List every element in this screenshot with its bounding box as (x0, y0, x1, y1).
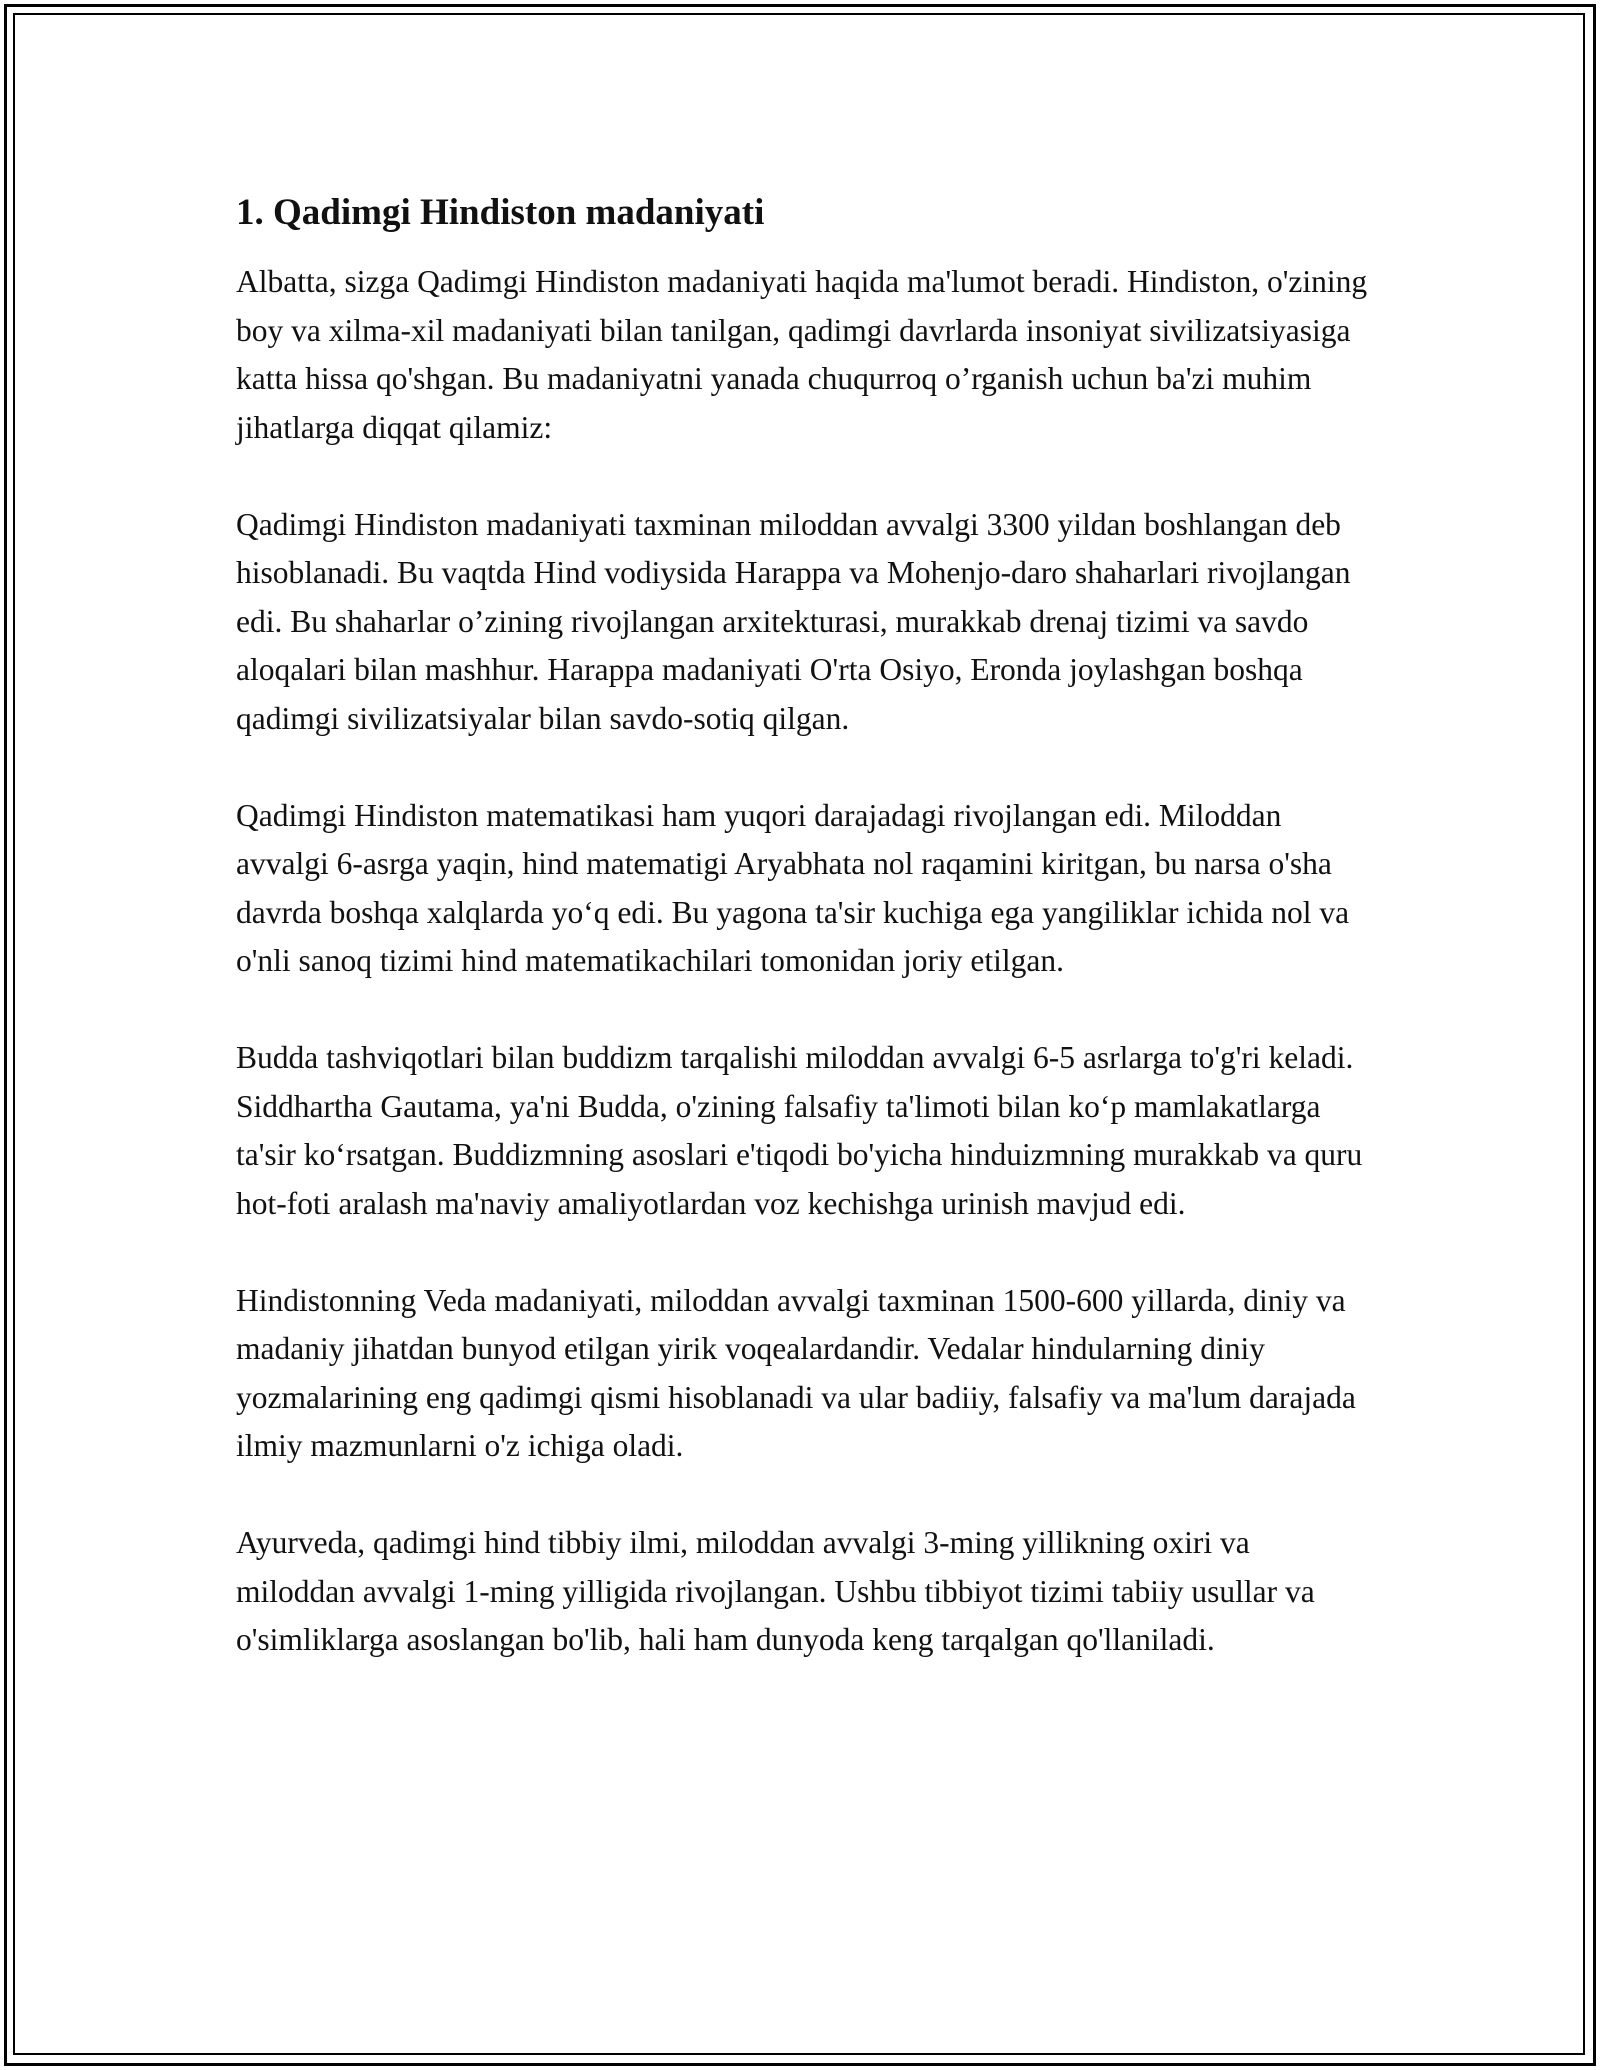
paragraph-harappa: Qadimgi Hindiston madaniyati taxminan miloddan avvalgi 3300 yildan boshlangan deb hisoblanadi. Bu vaqtda Hind vodiysida Harappa va Mohenjo-daro shaharlari rivojlangan edi. Bu shaharlar o’zining rivojlangan arxitekturasi, murakkab drenaj tizimi va savdo aloqalari bilan mashhur. Harappa madaniyati O'rta Osiyo, Eronda joylashgan boshqa qadimgi sivilizatsiyalar bilan savdo-sotiq qilgan. (236, 506, 1351, 736)
paragraph-mathematics: Qadimgi Hindiston matematikasi ham yuqori darajadagi rivojlangan edi. Miloddan avvalgi 6-asrga yaqin, hind matematigi Aryabhata nol raqamini kiritgan, bu narsa o'sha davrda boshqa xalqlarda yoʻq edi. Bu yagona ta'sir kuchiga ega yangiliklar ichida nol va o'nli sanoq tizimi hind matematikachilari tomonidan joriy etilgan. (236, 797, 1350, 978)
paragraph-veda: Hindistonning Veda madaniyati, miloddan avvalgi taxminan 1500-600 yillarda, diniy va madaniy jihatdan bunyod etilgan yirik voqealardandir. Vedalar hindularning diniy yozmalarining eng qadimgi qismi hisoblanadi va ular badiiy, falsafiy va ma'lum darajada ilmiy mazmunlarni o'z ichiga oladi. (236, 1282, 1356, 1463)
document-body (236, 186, 1376, 1713)
paragraph-ayurveda: Ayurveda, qadimgi hind tibbiy ilmi, miloddan avvalgi 3-ming yillikning oxiri va miloddan avvalgi 1-ming yilligida rivojlangan. Ushbu tibbiyot tizimi tabiiy usullar va o'simliklarga asoslangan bo'lib, hali ham dunyoda keng tarqalgan qo'llaniladi. (236, 1525, 1315, 1657)
paragraph-intro: Albatta, sizga Qadimgi Hindiston madaniyati haqida ma'lumot beradi. Hindiston, o'zining boy va xilma-xil madaniyati bilan tanilgan, qadimgi davrlarda insoniyat sivilizatsiyasiga katta hissa qo'shgan. Bu madaniyatni yanada chuqurroq o’rganish uchun ba'zi muhim jihatlarga diqqat qilamiz: (236, 264, 1368, 445)
paragraph-buddhism: Budda tashviqotlari bilan buddizm tarqalishi miloddan avvalgi 6-5 asrlarga to'g'ri keladi. Siddhartha Gautama, ya'ni Budda, o'zining falsafiy ta'limoti bilan koʻp mamlakatlarga ta'sir koʻrsatgan. Buddizmning asoslari e'tiqodi bo'yicha hinduizmning murakkab va quru hot-foti aralash ma'naviy amaliyotlardan voz kechishga urinish mavjud edi. (236, 1040, 1363, 1221)
section-title: 1. Qadimgi Hindiston madaniyati (236, 192, 765, 233)
